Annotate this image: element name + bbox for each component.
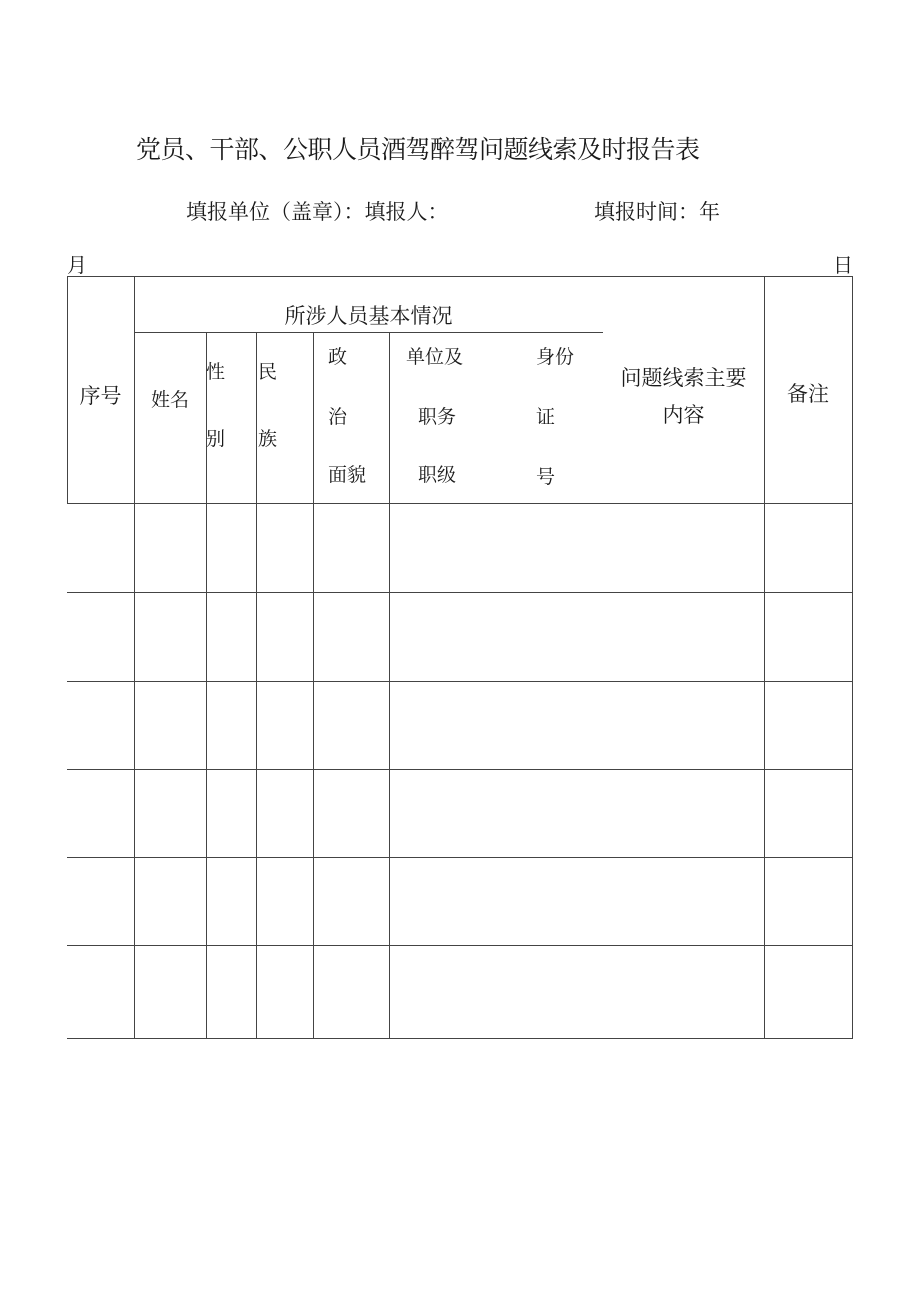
table-border-top [67, 276, 853, 277]
col-header-position-1: 单位及 [406, 346, 464, 368]
col-header-id-3: 号 [536, 466, 556, 488]
table-row [67, 857, 853, 945]
col-header-position-2: 职务 [418, 406, 457, 428]
table-row [67, 503, 853, 592]
day-label: 日 [833, 253, 853, 277]
month-label: 月 [67, 253, 87, 277]
table-border-bottom [67, 1038, 853, 1039]
col-header-position-3: 职级 [418, 464, 457, 486]
col-header-ethnicity-2: 族 [258, 428, 278, 450]
group-header-basic-info: 所涉人员基本情况 [284, 304, 453, 328]
col-header-remark: 备注 [787, 382, 829, 406]
col-header-political-3: 面貌 [328, 464, 367, 486]
table-row [67, 945, 853, 1038]
table-row [67, 769, 853, 857]
col-header-political-1: 政 [328, 346, 348, 368]
col-header-gender-1: 性 [206, 361, 226, 383]
page-title: 党员、干部、公职人员酒驾醉驾问题线索及时报告表 [136, 135, 700, 164]
col-header-id-2: 证 [536, 406, 556, 428]
group-header-divider [134, 332, 603, 333]
col-header-ethnicity-1: 民 [258, 361, 278, 383]
fill-unit-label: 填报单位（盖章）：填报人： [186, 200, 449, 224]
col-header-issue-1: 问题线索主要 [620, 366, 747, 390]
col-header-gender-2: 别 [206, 428, 226, 450]
fill-time-label: 填报时间：年 [594, 200, 720, 224]
col-header-id-1: 身份 [536, 346, 575, 368]
col-header-seq: 序号 [79, 384, 122, 408]
col-header-issue-2: 内容 [662, 403, 705, 427]
col-header-name: 姓名 [150, 389, 189, 411]
table-row [67, 592, 853, 681]
col-header-political-2: 治 [328, 406, 348, 428]
table-row [67, 681, 853, 769]
